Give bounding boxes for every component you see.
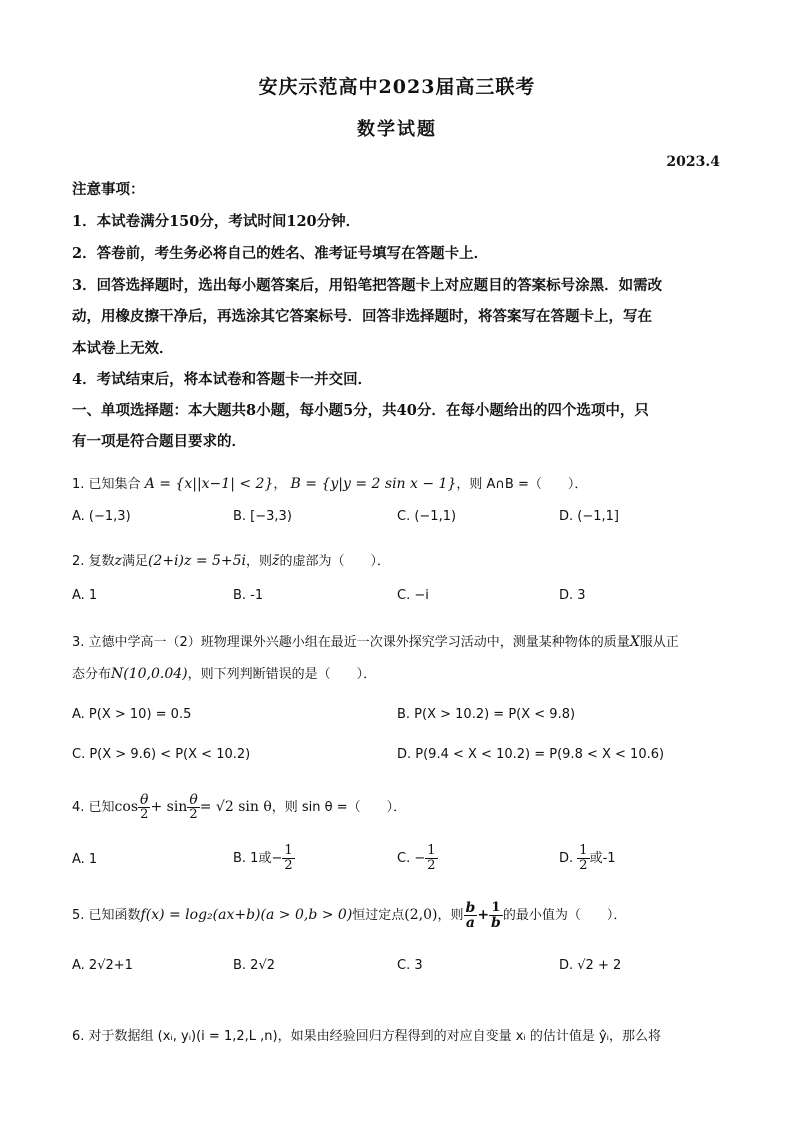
q4-option-d — [559, 844, 616, 873]
q4-option-b-num: 1 — [284, 843, 293, 858]
q1-sep: ， — [273, 477, 287, 492]
q1-option-a: A. (−1,3) — [72, 509, 131, 524]
q5-point: (2,0) — [404, 907, 438, 923]
question-3-cont — [72, 664, 722, 685]
q3-text-d: ，则下列判断错误的是（ ）． — [187, 667, 377, 682]
q3-text-c: 态分布 — [72, 667, 112, 682]
question-3 — [72, 632, 722, 653]
q4-plus-sin: + sin — [150, 799, 188, 815]
exam-subject: 数学试题 — [357, 119, 437, 140]
q4-rhs: = √2 sin θ — [199, 799, 272, 815]
q4-cos: cos — [114, 799, 139, 815]
q4-option-d-label: D. — [559, 851, 574, 866]
notice-item-3-cont: 动，用橡皮擦干净后，再选涂其它答案标号．回答非选择题时，将答案写在答题卡上，写在 — [72, 308, 652, 325]
q5-plus: + — [477, 907, 490, 923]
q5-option-a: A. 2√2+1 — [72, 958, 133, 973]
q4-option-c — [397, 844, 438, 873]
q2-option-b: B. -1 — [233, 588, 264, 603]
q5-mid: 恒过定点 — [352, 908, 405, 923]
q4-fraction-1 — [138, 793, 150, 822]
q4-option-a: A. 1 — [72, 852, 98, 867]
q4-option-b-frac — [282, 844, 294, 873]
q4-fraction-2 — [187, 793, 199, 822]
q5-frac2-den: b — [491, 915, 501, 931]
q5-frac1-den: a — [465, 915, 475, 931]
question-2 — [72, 551, 722, 572]
q5-frac-b-over-a — [464, 901, 478, 930]
notice-item-2: 2．答卷前，考生务必将自己的姓名、准考证号填写在答题卡上． — [72, 245, 489, 262]
q2-conjugate: z̄ — [272, 553, 280, 569]
notice-item-1: 1．本试卷满分150分，考试时间120分钟． — [72, 213, 361, 230]
q3-option-b: B. P(X > 10.2) = P(X < 9.8) — [397, 707, 576, 722]
q4-prefix: 4. 已知 — [72, 800, 115, 815]
q3-option-c: C. P(X > 9.6) < P(X < 10.2) — [72, 747, 251, 762]
q4-numerator-2: θ — [189, 792, 198, 808]
question-6: 6. 对于数据组 (xᵢ, yᵢ)(i = 1,2,L ,n)，如果由经验回归方程得到的对应自变量 xᵢ 的估计值是 ŷᵢ，那么将 — [72, 1029, 662, 1044]
exam-title: 安庆示范高中2023届高三联考 — [258, 76, 536, 98]
question-5 — [72, 898, 722, 933]
q2-text-b: 满足 — [121, 554, 148, 569]
q5-function: f(x) = log₂(ax+b)(a > 0,b > 0) — [140, 907, 353, 923]
q2-option-c: C. −i — [397, 588, 429, 603]
q4-option-c-den: 2 — [427, 858, 436, 873]
exam-date: 2023.4 — [666, 154, 720, 170]
q5-suffix: 的最小值为（ ）． — [502, 908, 627, 923]
q3-option-d: D. P(9.4 < X < 10.2) = P(9.8 < X < 10.6) — [397, 747, 665, 762]
q4-option-b — [233, 844, 295, 873]
q1-set-b: B = {y|y = 2 sin x − 1} — [290, 476, 457, 492]
q4-option-b-den: 2 — [284, 858, 293, 873]
q4-option-c-text: C. − — [397, 851, 426, 866]
q2-option-d: D. 3 — [559, 588, 586, 603]
q1-set-a: A = {x||x−1| < 2} — [144, 476, 274, 492]
q1-option-c: C. (−1,1) — [397, 509, 457, 524]
q4-option-b-text: B. 1或− — [233, 851, 283, 866]
q3-text: 3. 立德中学高一（2）班物理课外兴趣小组在最近一次课外探究学习活动中，测量某种物体的质量 — [72, 635, 630, 650]
q5-option-d: D. √2 + 2 — [559, 958, 622, 973]
q4-option-d-text: 或-1 — [589, 851, 616, 866]
q4-option-d-num: 1 — [579, 843, 588, 858]
q5-prefix: 5. 已知函数 — [72, 908, 141, 923]
q5-frac2-num: 1 — [489, 901, 503, 916]
q3-distribution: N(10,0.04) — [111, 666, 188, 682]
notice-item-3-cont2: 本试卷上无效． — [72, 340, 174, 357]
q3-var-x: X — [629, 634, 640, 650]
q2-text: 2. 复数 — [72, 554, 115, 569]
q4-option-d-den: 2 — [579, 858, 588, 873]
section-heading: 一、单项选择题：本大题共8小题，每小题5分，共40分．在每小题给出的四个选项中，只 — [72, 402, 649, 419]
section-heading-cont: 有一项是符合题目要求的． — [72, 433, 246, 450]
q2-equation: (2+i)z = 5+5i — [147, 553, 247, 569]
q4-option-c-num: 1 — [427, 843, 436, 858]
notice-item-3: 3．回答选择题时，选出每小题答案后，用铅笔把答题卡上对应题目的答案标号涂黑．如需改 — [72, 277, 663, 294]
q5-option-c: C. 3 — [397, 958, 423, 973]
q1-option-b: B. [−3,3) — [233, 509, 292, 524]
q1-prefix: 1. 已知集合 — [72, 477, 141, 492]
q4-option-c-frac — [425, 844, 437, 873]
q2-option-a: A. 1 — [72, 588, 98, 603]
q4-denominator: 2 — [140, 807, 149, 822]
question-4 — [72, 790, 722, 825]
q3-text-b: 服从正 — [639, 635, 679, 650]
q1-option-d: D. (−1,1] — [559, 509, 619, 524]
q2-var-z: z — [114, 553, 122, 569]
q4-numerator: θ — [140, 792, 149, 808]
q4-suffix: ，则 sin θ =（ ）． — [271, 800, 407, 815]
notice-item-4: 4．考试结束后，将本试卷和答题卡一并交回． — [72, 371, 373, 388]
q5-then: ，则 — [437, 908, 464, 923]
q5-frac1-num: b — [465, 900, 476, 916]
notice-heading: 注意事项： — [72, 181, 145, 198]
q4-option-d-frac — [577, 844, 589, 873]
q4-denominator-2: 2 — [189, 807, 198, 822]
q2-text-d: 的虚部为（ ）． — [279, 554, 390, 569]
q3-option-a: A. P(X > 10) = 0.5 — [72, 707, 192, 722]
question-1 — [72, 474, 722, 495]
q2-text-c: ，则 — [246, 554, 273, 569]
q1-suffix: ，则 A∩B =（ ）． — [456, 477, 588, 492]
q5-frac-1-over-b — [489, 901, 503, 930]
q5-option-b: B. 2√2 — [233, 958, 276, 973]
